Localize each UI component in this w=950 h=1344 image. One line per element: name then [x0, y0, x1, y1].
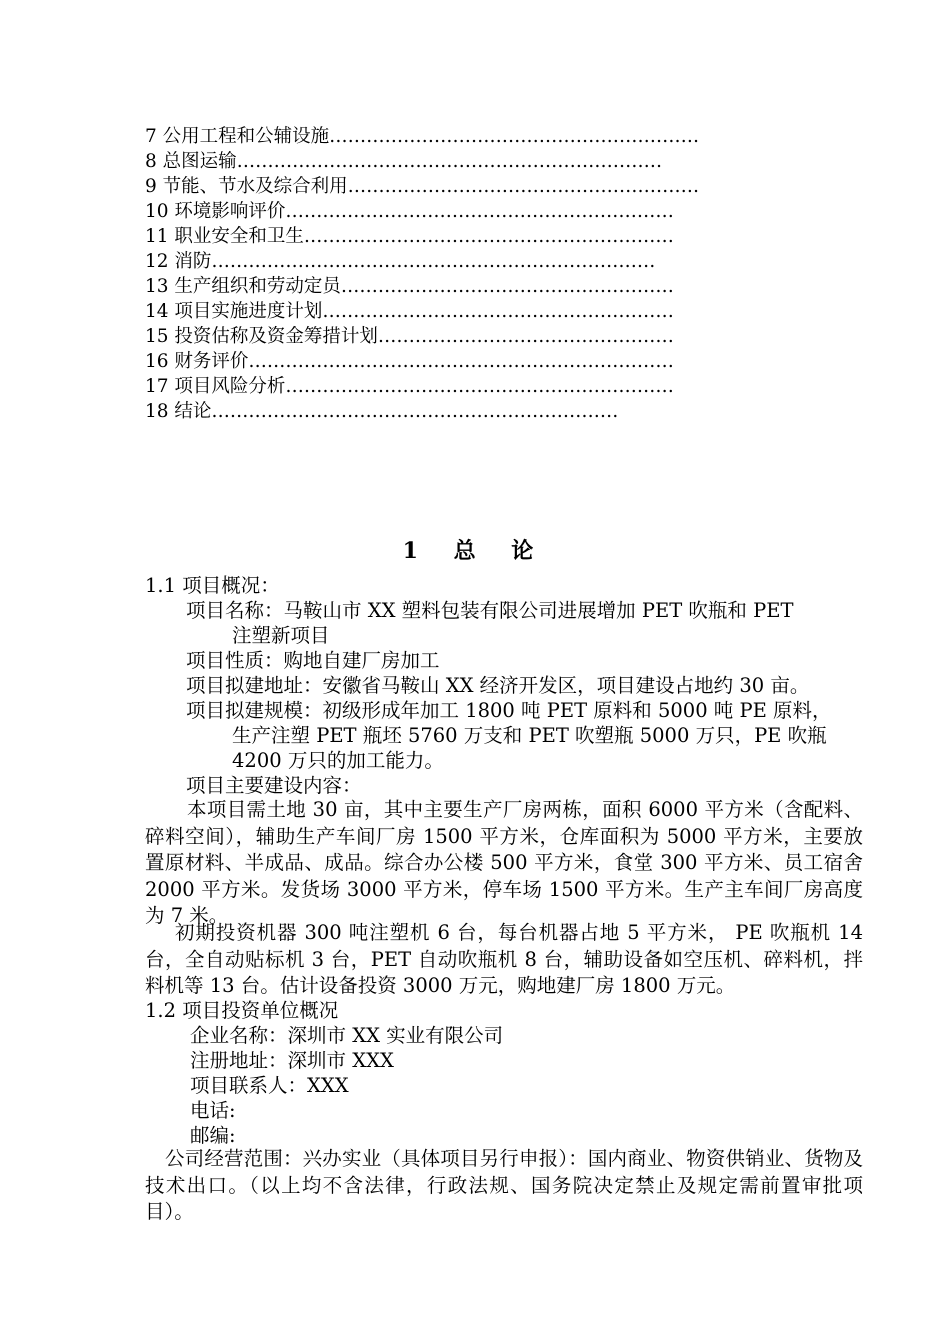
project-scale-line: 生产注塑 PET 瓶坯 5760 万支和 PET 吹塑瓶 5000 万只，PE 吹瓶 [232, 724, 827, 747]
toc-entry: 8 总图运输…………………………………………………………… [145, 151, 663, 172]
project-contact: 项目联系人：XXX [190, 1074, 349, 1097]
content-heading: 项目主要建设内容： [186, 774, 362, 797]
project-address: 项目拟建地址：安徽省马鞍山 XX 经济开发区，项目建设占地约 30 亩。 [186, 674, 810, 697]
postcode: 邮编: [190, 1124, 236, 1147]
content-paragraph: 初期投资机器 300 吨注塑机 6 台，每台机器占地 5 平方米， PE 吹瓶机 14 台，全自动贴标机 3 台，PET 自动吹瓶机 8 台，辅助设备如空压机、碎料机，拌料机等 13 台。估计设备投资 3000 万元，购地建厂房 1800 万元。 [145, 921, 863, 997]
registered-address: 注册地址：深圳市 XXX [190, 1049, 394, 1072]
toc-entry: 11 职业安全和卫生…………………………………………………… [145, 226, 674, 247]
toc-entry: 15 投资估称及资金筹措计划………………………………………… [145, 326, 674, 347]
chapter-title: 1 总 论 [402, 538, 548, 564]
toc-entry: 17 项目风险分析……………………………………………………… [145, 376, 674, 397]
phone: 电话: [190, 1099, 236, 1122]
toc-entry: 12 消防……………………………………………………………… [145, 251, 656, 272]
toc-entry: 14 项目实施进度计划………………………………………………… [145, 301, 674, 322]
toc-entry: 16 财务评价…………………………………………………………… [145, 351, 674, 372]
toc-entry: 9 节能、节水及综合利用………………………………………………… [145, 176, 700, 197]
toc-entry: 7 公用工程和公辅设施…………………………………………………… [145, 126, 700, 147]
toc-entry: 18 结论………………………………………………………… [145, 401, 619, 422]
project-name-line: 注塑新项目 [232, 624, 330, 647]
section-heading: 1.2 项目投资单位概况 [145, 999, 339, 1022]
toc-entry: 13 生产组织和劳动定员……………………………………………… [145, 276, 674, 297]
project-name-line: 项目名称：马鞍山市 XX 塑料包装有限公司进展增加 PET 吹瓶和 PET [186, 599, 794, 622]
company-name: 企业名称：深圳市 XX 实业有限公司 [190, 1024, 504, 1047]
project-scale-line: 4200 万只的加工能力。 [232, 749, 444, 772]
project-scale-line: 项目拟建规模：初级形成年加工 1800 吨 PET 原料和 5000 吨 PE 原料， [186, 699, 832, 722]
content-paragraph: 本项目需土地 30 亩，其中主要生产厂房两栋，面积 6000 平方米（含配料、碎料空间），辅助生产车间厂房 1500 平方米，仓库面积为 5000 平方米，主要放置原材料、半成品、成品。综合办公楼 500 平方米，食堂 300 平方米、员工宿舍 2000 平方米。发货场 3000 平方米，停车场 1500 平方米。生产主车间厂房高度为 7 米。 [145, 798, 863, 927]
toc-entry: 10 环境影响评价……………………………………………………… [145, 201, 674, 222]
section-heading: 1.1 项目概况： [145, 574, 280, 597]
project-nature: 项目性质：购地自建厂房加工 [186, 649, 440, 672]
business-scope: 公司经营范围：兴办实业（具体项目另行申报）：国内商业、物资供销业、货物及技术出口。（以上均不含法律，行政法规、国务院决定禁止及规定需前置审批项目）。 [145, 1147, 863, 1223]
